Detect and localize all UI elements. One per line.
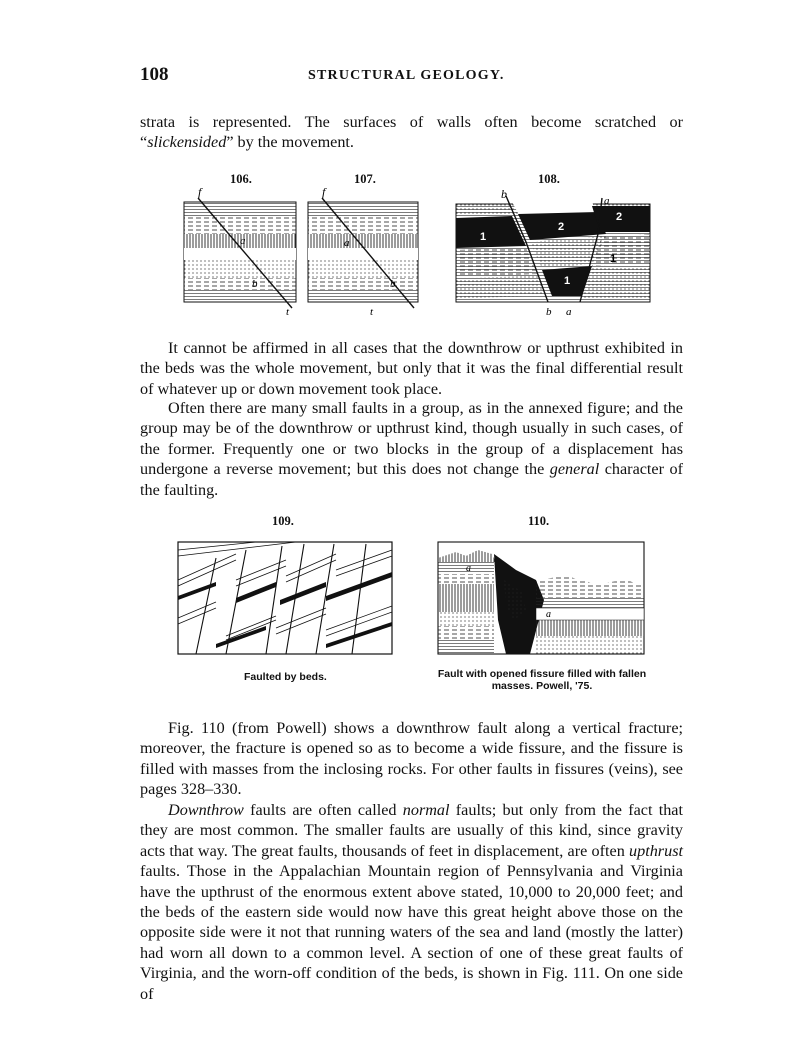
paragraph-1-text-a: strata is represented. The surfaces of walls often become scratched or “ — [140, 113, 683, 152]
paragraph-3-emphasis: general — [549, 460, 600, 479]
figure-110-number: 110. — [528, 514, 550, 528]
figure-106-number: 106. — [230, 172, 252, 186]
paragraph-5-emphasis-1: Downthrow — [168, 801, 244, 819]
figure-108-label-2-center: 2 — [558, 221, 565, 233]
running-title: STRUCTURAL GEOLOGY. — [308, 68, 505, 83]
figure-110-label-a-right: a — [546, 609, 551, 620]
figure-106-diagram — [180, 184, 298, 316]
figure-108-label-1-left: 1 — [480, 231, 487, 243]
figure-106-label-a: a — [240, 235, 246, 247]
figure-107-number: 107. — [354, 172, 376, 186]
paragraph-4: Fig. 110 (from Powell) shows a downthrow fault along a vertical fracture; moreover, the fracture is opened so as to become a wide fissure, and the fissure is filled with masses from the inclosing rocks. For other faults in fissures (veins), see pages 328–330. — [140, 719, 683, 799]
paragraph-5-emphasis-2: normal — [402, 801, 450, 819]
figure-109-diagram — [176, 540, 396, 656]
figure-108-label-b-bottom: b — [546, 306, 552, 318]
figure-106-label-f: f — [198, 185, 202, 199]
figure-106-label-b: b — [252, 278, 258, 290]
figure-107-diagram — [304, 184, 422, 316]
figure-107-label-a: a — [344, 237, 350, 249]
paragraph-1-text-b: ” by the movement. — [226, 133, 354, 152]
figure-108-label-a-bottom: a — [566, 306, 572, 318]
paragraph-2: It cannot be affirmed in all cases that the downthrow or upthrust exhibited in the beds was the whole movement, but only that it was the final differential result of whatever up or down movement took place. — [140, 339, 683, 398]
paragraph-1-emphasis: slickensided — [147, 133, 227, 152]
page-header — [140, 64, 680, 92]
figure-110-caption-line-2: masses. Powell, '75. — [491, 680, 593, 692]
figure-107-label-f: f — [322, 185, 326, 199]
figure-108-diagram — [452, 184, 654, 318]
figure-110-caption-line-1: Fault with opened fissure filled with fallen — [437, 668, 647, 680]
figure-110-label-a-left: a — [466, 563, 471, 574]
figure-108-label-1-center: 1 — [564, 275, 571, 287]
figure-108-number: 108. — [538, 172, 560, 186]
figure-108-label-2-right: 2 — [616, 211, 623, 223]
figure-107-label-b: b — [390, 278, 396, 290]
paragraph-5 — [140, 800, 683, 1004]
paragraph-3-text-a: Often there are many small faults in a group, as in the annexed figure; and the group may be of the downthrow or upthrust kind, though usually in such cases, of the former. Frequently one or two blocks in the group of a displacement has undergone a reverse movement; but this does not change the — [140, 399, 683, 479]
figure-106-label-t: t — [286, 306, 290, 316]
paragraph-5-text-b: faults; but only from the fact that they are most common. The smaller faults are usually of this kind, since gravity acts that way. The great faults, thousands of feet in displacement, are often — [140, 801, 683, 860]
paragraph-1 — [140, 112, 683, 153]
figure-110-diagram — [436, 540, 648, 656]
paragraph-5-text-a: faults are often called — [243, 801, 403, 819]
paragraph-5-emphasis-3: upthrust — [629, 841, 683, 860]
figure-109-number: 109. — [272, 514, 294, 528]
figure-110-caption — [426, 668, 658, 692]
paragraph-3-text-b: character of the faulting. — [140, 460, 683, 499]
figure-108-label-1-right: 1 — [610, 253, 617, 265]
paragraph-3 — [140, 398, 683, 500]
paragraph-5-text-c: faults. Those in the Appalachian Mountain region of Pennsylvania and Virginia have the upthrust of the enormous extent above stated, 10,000 to 20,000 feet; and the beds of the eastern side would now have this great height above those on the opposite side were it not that running waters of the sea and land (mostly the latter) had worn all down to a common level. A section of one of these great faults of Virginia, and the worn-off condition of the beds, is shown in Fig. 111. On one side of — [140, 862, 683, 1003]
figure-109-caption: Faulted by beds. — [244, 671, 327, 683]
figure-108-label-a-top: a — [604, 195, 610, 207]
figure-107-label-t: t — [370, 306, 374, 316]
page-number: 108 — [140, 64, 169, 85]
figure-108-label-b-top: b — [501, 187, 507, 201]
